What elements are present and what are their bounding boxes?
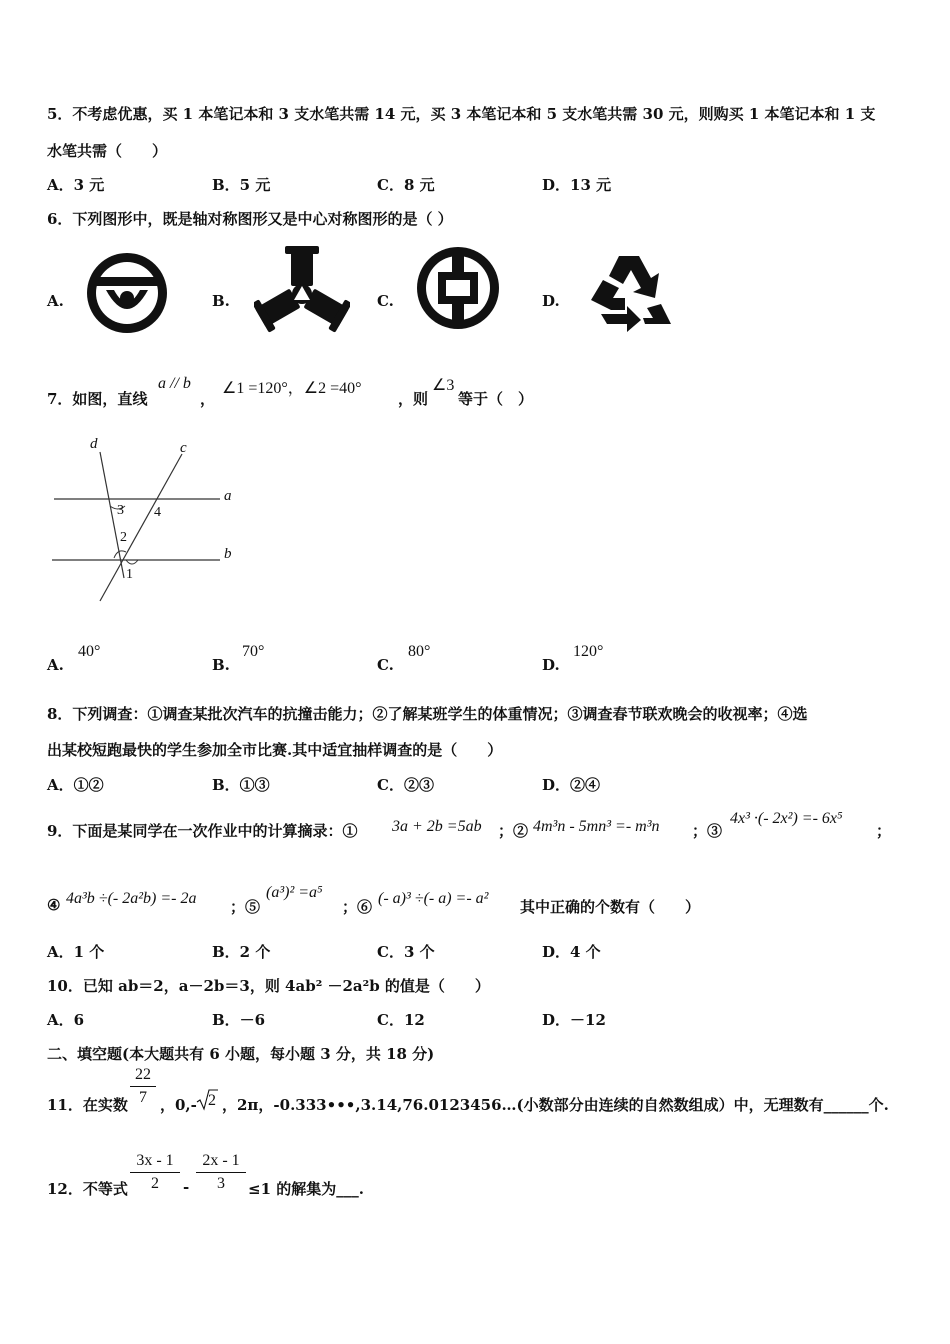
- q7-option-d-letter: D.: [542, 656, 560, 674]
- q7-option-b-value: 70°: [242, 643, 265, 660]
- q9-sep-6: ；⑥: [342, 898, 373, 916]
- parallel-lines-figure: [48, 436, 248, 606]
- fig-label-4: 4: [154, 505, 161, 520]
- q5-option-c: C．8 元: [377, 176, 435, 194]
- q7-option-c-letter: C.: [377, 656, 394, 674]
- q10-option-b: B．－6: [212, 1011, 266, 1029]
- q7-then: ，则: [398, 390, 429, 408]
- q6-label-c: C.: [377, 292, 394, 310]
- q7-option-d-value: 120°: [573, 643, 604, 660]
- fig-label-a: a: [224, 488, 232, 504]
- q5-line1: 5．不考虑优惠，买 1 本笔记本和 3 支水笔共需 14 元，买 3 本笔记本和 5 支水笔共需 30 元，则购买 1 本笔记本和 1 支: [47, 105, 876, 123]
- q11-prefix: 11．在实数: [47, 1096, 128, 1114]
- q5-option-a: A．3 元: [47, 176, 105, 194]
- q12-fraction-1: [130, 1152, 180, 1193]
- q9-option-a: A．1 个: [47, 943, 105, 961]
- q6-stem: 6．下列图形中，既是轴对称图形又是中心对称图形的是（ ）: [47, 210, 453, 228]
- fig-label-c: c: [180, 440, 187, 456]
- q7-option-a-value: 40°: [78, 643, 101, 660]
- q12-prefix: 12．不等式: [47, 1180, 128, 1198]
- q10-option-c: C．12: [377, 1011, 425, 1029]
- q6-label-a: A.: [47, 292, 64, 310]
- q8-line1: 8．下列调查：①调查某批次汽车的抗撞击能力；②了解某班学生的体重情况；③调查春节联欢晚会的收视率；④选: [47, 705, 808, 723]
- q12-minus: -: [183, 1178, 190, 1196]
- q9-sep-2: ；②: [498, 822, 529, 840]
- q9-expr-4: 4a³b ÷(- 2a²b) =- 2a: [66, 890, 197, 907]
- q10-stem: 10．已知 ab＝2，a－2b＝3，则 4ab² －2a²b 的值是（ ）: [47, 977, 490, 995]
- q12-f2-den: 3: [217, 1175, 225, 1192]
- q5-option-b: B．5 元: [212, 176, 271, 194]
- q8-option-c: C．②③: [377, 776, 434, 794]
- q5-option-d: D．13 元: [542, 176, 612, 194]
- circle-v-emblem-icon: [84, 250, 170, 336]
- q7-prefix: 7．如图，直线: [47, 390, 148, 408]
- fig-label-2: 2: [120, 530, 127, 545]
- q9-line1-prefix: 9．下面是某同学在一次作业中的计算摘录：①: [47, 822, 358, 840]
- q9-option-c: C．3 个: [377, 943, 435, 961]
- tri-bar-emblem-icon: [254, 244, 350, 334]
- q7-comma: ，: [200, 390, 216, 408]
- q9-option-b: B．2 个: [212, 943, 271, 961]
- q9-expr-6: (- a)³ ÷(- a) =- a²: [378, 890, 489, 907]
- fig-label-3: 3: [117, 503, 124, 518]
- q11-frac-num: 22: [130, 1066, 156, 1087]
- q8-option-d: D．②④: [542, 776, 601, 794]
- q9-expr-5: (a³)² =a⁵: [266, 884, 323, 901]
- q6-label-b: B.: [212, 292, 230, 310]
- q11-frac-den: 7: [139, 1089, 147, 1106]
- q11-rest: ，2π，-0.333•••,3.14,76.0123456…(小数部分由连续的自然数组成）中，无理数有______个.: [222, 1096, 889, 1114]
- q10-option-a: A．6: [47, 1011, 85, 1029]
- q7-option-b-letter: B.: [212, 656, 230, 674]
- q7-option-c-value: 80°: [408, 643, 431, 660]
- fig-label-1: 1: [126, 567, 133, 582]
- q12-rest: ≤1 的解集为___.: [248, 1180, 364, 1198]
- q9-expr-3: 4x³ ·(- 2x²) =- 6x⁵: [730, 810, 843, 827]
- q5-line2: 水笔共需（ ）: [47, 142, 168, 160]
- q11-mid: ，0,-: [160, 1096, 197, 1114]
- q11-fraction: [130, 1066, 156, 1107]
- q9-suffix: 其中正确的个数有（ ）: [520, 898, 701, 916]
- q10-option-d: D．－12: [542, 1011, 606, 1029]
- q7-ab: a // b: [158, 375, 191, 392]
- q9-marker-4: ④: [47, 896, 61, 914]
- fig-label-d: d: [90, 436, 98, 452]
- recycle-icon: [585, 248, 677, 336]
- section2-title: 二、填空题(本大题共有 6 小题，每小题 3 分，共 18 分): [47, 1045, 435, 1063]
- q8-option-a: A．①②: [47, 776, 104, 794]
- q9-expr-2: 4m³n - 5mn³ =- m³n: [533, 818, 660, 835]
- q8-option-b: B．①③: [212, 776, 270, 794]
- fig-label-b: b: [224, 546, 232, 562]
- q9-sep-5: ；⑤: [230, 898, 261, 916]
- q12-f1-den: 2: [151, 1175, 159, 1192]
- q6-label-d: D.: [542, 292, 560, 310]
- q9-option-d: D．4 个: [542, 943, 601, 961]
- q9-sep-3: ；③: [692, 822, 723, 840]
- q12-f2-num: 2x - 1: [196, 1152, 246, 1173]
- q12-fraction-2: [196, 1152, 246, 1193]
- q11-sqrt-value: 2: [208, 1092, 216, 1109]
- q9-sep-3-end: ；: [876, 822, 892, 840]
- q9-expr-1: 3a + 2b =5ab: [392, 818, 482, 835]
- q7-angles: ∠1 =120°，∠2 =40°: [222, 380, 362, 397]
- q8-line2: 出某校短跑最快的学生参加全市比赛.其中适宜抽样调查的是（ ）: [47, 741, 503, 759]
- coin-emblem-icon: [414, 244, 502, 332]
- q7-option-a-letter: A.: [47, 656, 64, 674]
- q12-f1-num: 3x - 1: [130, 1152, 180, 1173]
- q7-angle3: ∠3: [432, 377, 455, 394]
- q7-suffix: 等于（ ）: [458, 390, 534, 408]
